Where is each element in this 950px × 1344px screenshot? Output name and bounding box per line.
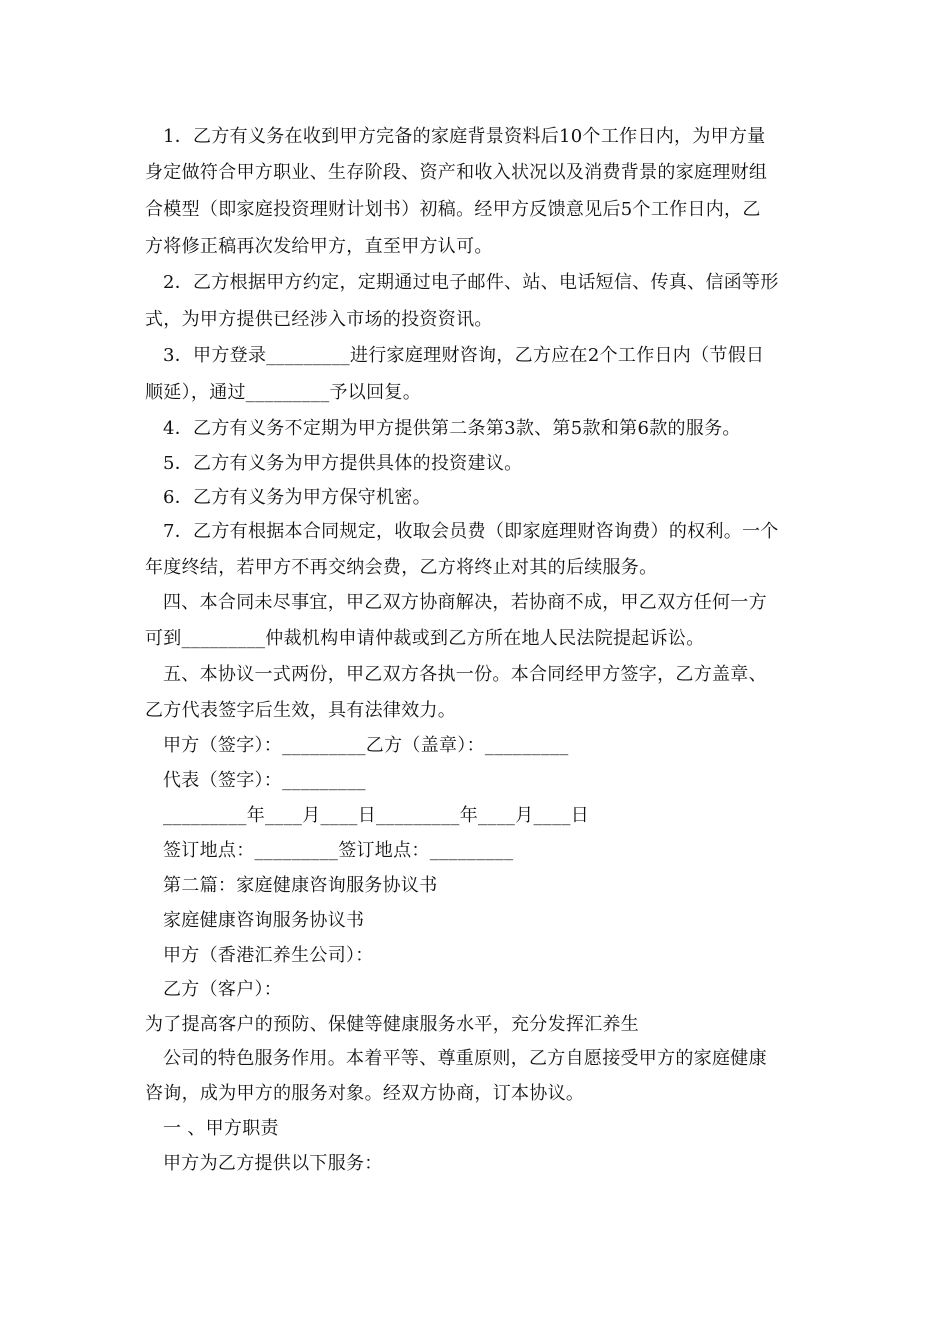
paragraph-line: 身定做符合甲方职业、生存阶段、资产和收入状况以及消费背景的家庭理财组 [145,162,768,183]
signature-line: 代表（签字）：_________ [163,770,366,791]
paragraph-line: 为了提高客户的预防、保健等健康服务水平，充分发挥汇养生 [145,1014,640,1035]
date-line: _________年____月____日_________年____月____日 [163,805,589,826]
paragraph-line: 方将修正稿再次发给甲方，直至甲方认可。 [145,236,493,257]
paragraph-line: 2．乙方根据甲方约定，定期通过电子邮件、站、电话短信、传真、信函等形 [163,272,779,293]
paragraph-line: 可到_________仲裁机构申请仲裁或到乙方所在地人民法院提起诉讼。 [145,628,705,649]
paragraph-line: 公司的特色服务作用。本着平等、尊重原则，乙方自愿接受甲方的家庭健康 [163,1048,767,1069]
paragraph-line: 7．乙方有根据本合同规定，收取会员费（即家庭理财咨询费）的权利。一个 [163,521,779,542]
location-line: 签订地点：_________签订地点：_________ [163,840,514,861]
paragraph-line: 五、本协议一式两份，甲乙双方各执一份。本合同经甲方签字，乙方盖章、 [163,664,767,685]
paragraph-line: 5．乙方有义务为甲方提供具体的投资建议。 [163,453,523,474]
paragraph-line: 年度终结，若甲方不再交纳会费，乙方将终止对其的后续服务。 [145,557,658,578]
paragraph-line: 3．甲方登录_________进行家庭理财咨询，乙方应在2个工作日内（节假日 [163,345,765,366]
paragraph-line: 式，为甲方提供已经涉入市场的投资资讯。 [145,309,493,330]
party-a-line: 甲方（香港汇养生公司）： [163,945,374,966]
paragraph-line: 6．乙方有义务为甲方保守机密。 [163,487,431,508]
section-heading: 第二篇：家庭健康咨询服务协议书 [163,875,438,896]
paragraph-line: 乙方代表签字后生效，具有法律效力。 [145,700,457,721]
paragraph-line: 咨询，成为甲方的服务对象。经双方协商，订本协议。 [145,1083,585,1104]
paragraph-line: 1．乙方有义务在收到甲方完备的家庭背景资料后10个工作日内，为甲方量 [163,126,766,147]
section-heading: 一 、甲方职责 [163,1118,279,1139]
paragraph-line: 顺延），通过_________予以回复。 [145,382,421,403]
document-title: 家庭健康咨询服务协议书 [163,910,365,931]
paragraph-line: 4．乙方有义务不定期为甲方提供第二条第3款、第5款和第6款的服务。 [163,418,741,439]
paragraph-line: 甲方为乙方提供以下服务： [163,1153,383,1174]
paragraph-line: 合模型（即家庭投资理财计划书）初稿。经甲方反馈意见后5个工作日内，乙 [145,199,761,220]
paragraph-line: 四、本合同未尽事宜，甲乙双方协商解决，若协商不成，甲乙双方任何一方 [163,592,767,613]
party-b-line: 乙方（客户）： [163,979,283,1000]
signature-line: 甲方（签字）：_________乙方（盖章）：_________ [163,735,569,756]
